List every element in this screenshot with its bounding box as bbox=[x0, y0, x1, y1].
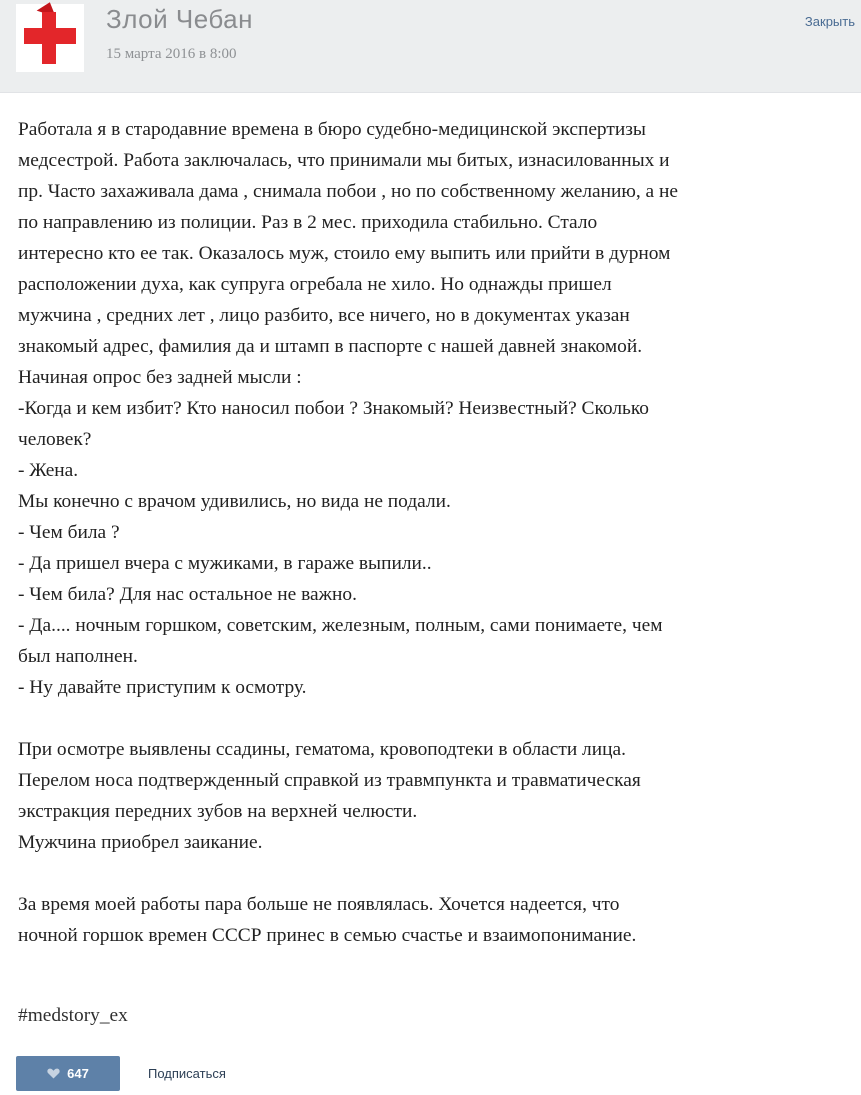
post-text-line: - Да пришел вчера с мужиками, в гараже выпили.. bbox=[18, 553, 432, 574]
post-text-line: Мы конечно с врачом удивились, но вида не подали. bbox=[18, 491, 451, 512]
hashtag-link[interactable]: #medstory_ex bbox=[18, 1005, 128, 1026]
post-text-line: интересно кто ее так. Оказалось муж, стоило ему выпить или прийти в дурном bbox=[18, 243, 671, 264]
like-button[interactable] bbox=[16, 1056, 120, 1091]
post-text-line: медсестрой. Работа заключалась, что принимали мы битых, изнасилованных и bbox=[18, 150, 670, 171]
close-link[interactable]: Закрыть bbox=[804, 14, 855, 29]
avatar[interactable] bbox=[16, 4, 84, 72]
paragraph-gap bbox=[18, 703, 848, 734]
post-date[interactable]: 15 марта 2016 в 8:00 bbox=[106, 46, 237, 62]
post-text-line: расположении духа, как супруга огребала не хило. Но однажды пришел bbox=[18, 274, 612, 295]
post-header bbox=[0, 0, 861, 93]
post-text-line: экстракция передних зубов на верхней челюсти. bbox=[18, 801, 418, 822]
post-text-line: человек? bbox=[18, 429, 92, 450]
post-text-line: Начиная опрос без задней мысли : bbox=[18, 367, 302, 388]
subscribe-link[interactable]: Подписаться bbox=[148, 1066, 226, 1081]
like-count: 647 bbox=[67, 1066, 89, 1081]
post-text-line: - Чем била ? bbox=[18, 522, 120, 543]
post-text-line: пр. Часто захаживала дама , снимала побои , но по собственному желанию, а не bbox=[18, 181, 678, 202]
post-text-line: знакомый адрес, фамилия да и штамп в паспорте с нашей давней знакомой. bbox=[18, 336, 643, 357]
post-text-line: - Ну давайте приступим к осмотру. bbox=[18, 677, 307, 698]
post-text-line: по направлению из полиции. Раз в 2 мес. приходила стабильно. Стало bbox=[18, 212, 598, 233]
post-text-line: Мужчина приобрел заикание. bbox=[18, 832, 263, 853]
post-text-line: За время моей работы пара больше не появлялась. Хочется надеется, что bbox=[18, 894, 620, 915]
paragraph-gap bbox=[18, 858, 848, 889]
post-text bbox=[18, 114, 848, 951]
post-text-line: - Да.... ночным горшком, советским, железным, полным, сами понимаете, чем bbox=[18, 615, 663, 636]
post-text-line: При осмотре выявлены ссадины, гематома, кровоподтеки в области лица. bbox=[18, 739, 626, 760]
post-text-line: Перелом носа подтвержденный справкой из травмпункта и травматическая bbox=[18, 770, 641, 791]
post-text-line: Работала я в стародавние времена в бюро судебно-медицинской экспертизы bbox=[18, 119, 646, 140]
post-text-line: - Чем била? Для нас остальное не важно. bbox=[18, 584, 357, 605]
post-text-line: мужчина , средних лет , лицо разбито, все ничего, но в документах указан bbox=[18, 305, 630, 326]
post-text-line: -Когда и кем избит? Кто наносил побои ? Знакомый? Неизвестный? Сколько bbox=[18, 398, 649, 419]
red-cross-icon-bar bbox=[24, 28, 76, 44]
post-text-line: - Жена. bbox=[18, 460, 79, 481]
post-text-line: ночной горшок времен СССР принес в семью счастье и взаимопонимание. bbox=[18, 925, 637, 946]
heart-icon bbox=[47, 1068, 60, 1079]
author-name[interactable]: Злой Чебан bbox=[106, 4, 253, 34]
post-text-line: был наполнен. bbox=[18, 646, 138, 667]
